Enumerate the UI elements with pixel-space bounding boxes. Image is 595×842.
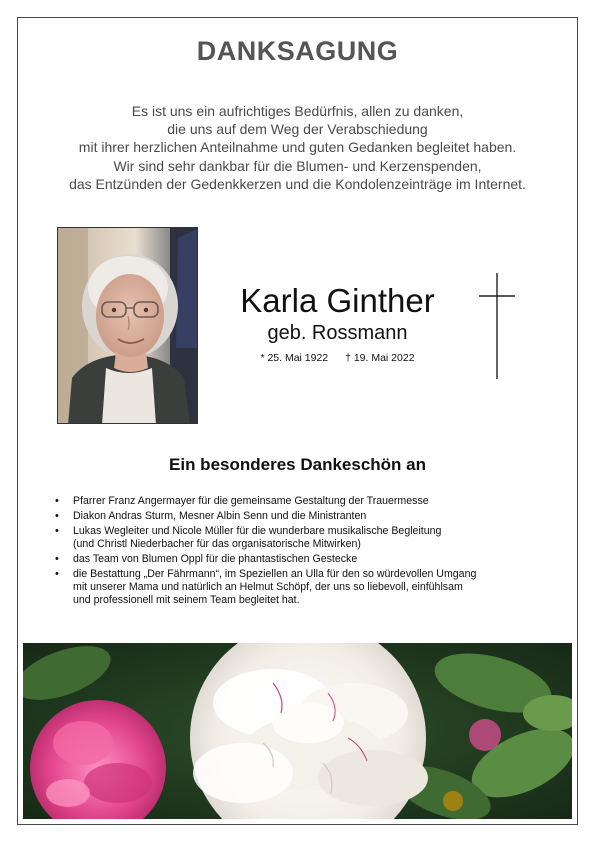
list-item-line: (und Christl Niederbacher für das organisatorische Mitwirken) xyxy=(73,538,361,550)
intro-text xyxy=(30,102,565,193)
intro-line: Wir sind sehr dankbar für die Blumen- und Kerzenspenden, xyxy=(113,157,482,174)
page-title: DANKSAGUNG xyxy=(196,36,399,66)
intro-line: mit ihrer herzlichen Anteilnahme und guten Gedanken begleitet haben. xyxy=(78,139,517,156)
list-item-line: mit unserer Mama und natürlich an Helmut Schöpf, der uns so liebevoll, einfühlsam xyxy=(73,581,463,593)
intro-line: das Entzünden der Gedenkkerzen und die Kondolenzeinträge im Internet. xyxy=(69,175,526,192)
death-date: † 19. Mai 2022 xyxy=(345,352,415,364)
peony-illustration xyxy=(23,643,572,819)
list-item-line: • Pfarrer Franz Angermayer für die gemeinsame Gestaltung der Trauermesse xyxy=(73,495,429,507)
cross-icon xyxy=(479,273,515,379)
list-item-line: • die Bestattung „Der Fährmann“, im Speziellen an Ulla für den so würdevollen Umgang xyxy=(73,568,477,580)
birth-date: * 25. Mai 1922 xyxy=(260,352,329,364)
list-item xyxy=(55,510,575,523)
list-item xyxy=(55,553,575,566)
list-item xyxy=(55,495,575,508)
portrait-illustration xyxy=(58,228,198,424)
list-item xyxy=(55,525,575,551)
portrait-photo xyxy=(57,227,198,424)
intro-line: die uns auf dem Weg der Verabschiedung xyxy=(167,121,428,138)
list-item-line: und professionell mit seinem Team begleitet hat. xyxy=(73,594,300,606)
peony-photo xyxy=(23,643,572,819)
list-item-line: • Lukas Wegleiter und Nicole Müller für die wunderbare musikalische Begleitung xyxy=(73,525,442,537)
intro-line: Es ist uns ein aufrichtiges Bedürfnis, allen zu danken, xyxy=(131,103,464,119)
list-item-line: • das Team von Blumen Oppl für die phantastischen Gestecke xyxy=(73,553,358,565)
life-dates xyxy=(205,352,470,364)
thanks-heading: Ein besonderes Dankeschön an xyxy=(169,455,426,474)
deceased-name: Karla Ginther xyxy=(240,282,435,319)
list-item xyxy=(55,568,575,607)
thanks-list xyxy=(55,495,575,609)
list-item-line: • Diakon Andras Sturm, Mesner Albin Senn und die Ministranten xyxy=(73,510,367,522)
maiden-name: geb. Rossmann xyxy=(267,322,408,344)
